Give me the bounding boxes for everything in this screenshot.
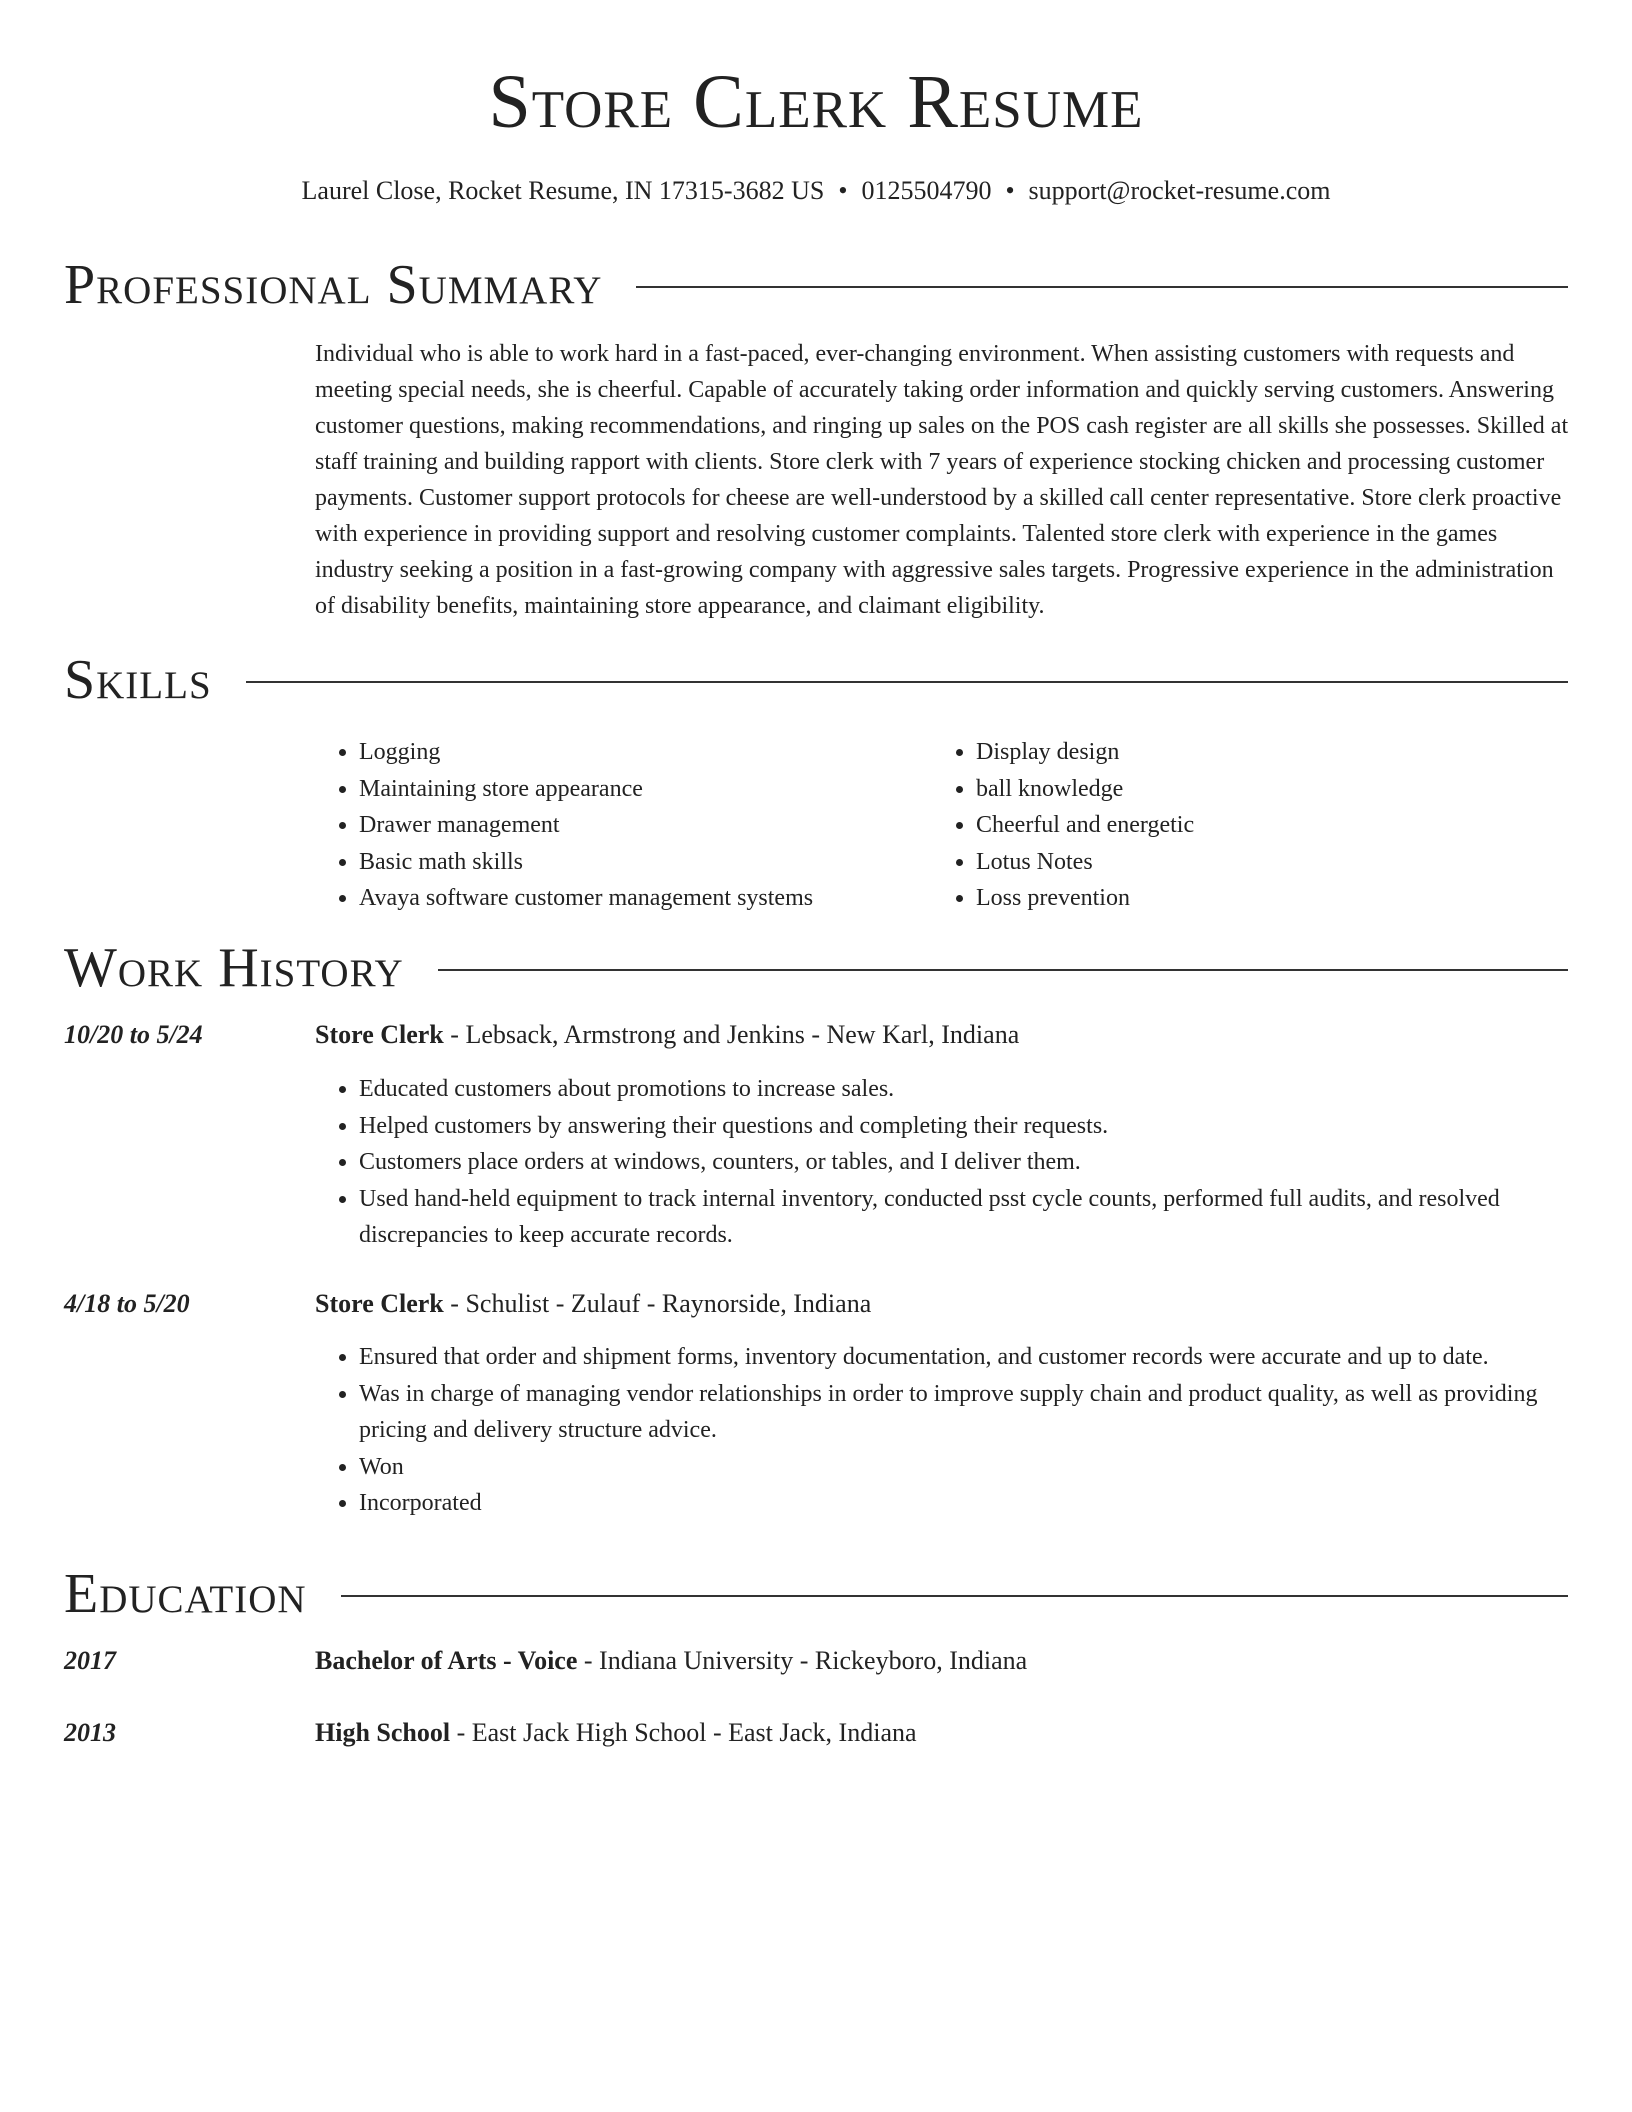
skill-item: • Display design [976,734,1570,771]
job-header [315,1286,1570,1322]
job-details: - Lebsack, Armstrong and Jenkins - New Karl, Indiana [443,1020,1020,1049]
skill-item: • Drawer management [359,807,932,844]
education-entry [315,1643,1570,1679]
skills-column-right [932,734,1570,917]
education-degree: High School [315,1718,451,1747]
contact-line [0,174,1632,208]
education-degree: Bachelor of Arts - Voice [315,1646,578,1675]
contact-email: support@rocket-resume.com [1028,176,1331,205]
skills-list [315,734,1570,917]
summary-text: Individual who is able to work hard in a fast-paced, ever-changing environment. When assisting customers with requests and meeting special needs, she is cheerful. Capable of accurately taking order information and quickly serving customers. Answering customer questions, making recommendations, and ringing up sales on the POS cash register are all skills she possesses. Skilled at staff training and building rapport with clients. Store clerk with 7 years of experience stocking chicken and processing customer payments. Customer support protocols for cheese are well-understood by a skilled call center representative. Store clerk proactive with experience in providing support and resolving customer complaints. Talented store clerk with experience in the games industry seeking a position in a fast-growing company with aggressive sales targets. Progressive experience in the administration of disability benefits, maintaining store appearance, and claimant eligibility. [315,341,1569,619]
skills-section-header [64,645,1568,715]
contact-phone: 0125504790 [861,176,992,205]
contact-separator: • [838,176,848,205]
education-heading: Education [64,1563,307,1625]
education-details: - East Jack High School - East Jack, Indiana [450,1718,917,1747]
section-divider [341,1595,1568,1597]
job-bullet: • Incorporated [359,1485,1570,1522]
education-details: - Indiana University - Rickeyboro, Indiana [577,1646,1028,1675]
skill-item: • ball knowledge [976,771,1570,808]
job-details: - Schulist - Zulauf - Raynorside, Indiana [443,1289,872,1318]
work-heading: Work History [64,937,404,999]
skill-item: • Logging [359,734,932,771]
job-bullet: • Won [359,1449,1570,1486]
contact-address: Laurel Close, Rocket Resume, IN 17315-3682 US [301,176,825,205]
skill-item: • Maintaining store appearance [359,771,932,808]
job-bullets [315,1071,1570,1254]
skill-item: • Loss prevention [976,880,1570,917]
skill-item: • Avaya software customer management systems [359,880,932,917]
section-divider [438,969,1568,971]
job-bullet: • Customers place orders at windows, counters, or tables, and I deliver them. [359,1144,1570,1181]
summary-section-header [64,250,1568,320]
education-section-header [64,1559,1568,1629]
contact-separator: • [1005,176,1015,205]
job-title: Store Clerk [315,1289,444,1318]
job-bullet: • Used hand-held equipment to track internal inventory, conducted psst cycle counts, performed full audits, and resolved discrepancies to keep accurate records. [359,1181,1570,1254]
job-bullet: • Helped customers by answering their questions and completing their requests. [359,1108,1570,1145]
section-divider [246,681,1568,683]
job-dates: 10/20 to 5/24 [64,1020,203,1049]
education-year: 2017 [64,1646,116,1675]
resume-title: Store Clerk Resume [488,60,1144,144]
education-entry [315,1715,1570,1751]
skills-heading: Skills [64,649,212,711]
section-divider [636,286,1568,288]
job-bullet: • Educated customers about promotions to increase sales. [359,1071,1570,1108]
work-section-header [64,933,1568,1003]
job-bullet: • Ensured that order and shipment forms, inventory documentation, and customer records were accurate and up to date. [359,1339,1570,1376]
job-dates: 4/18 to 5/20 [64,1289,190,1318]
education-year: 2013 [64,1718,116,1747]
job-header [315,1017,1570,1053]
skill-item: • Cheerful and energetic [976,807,1570,844]
skill-item: • Lotus Notes [976,844,1570,881]
skill-item: • Basic math skills [359,844,932,881]
skills-column-left [315,734,932,917]
job-bullets [315,1339,1570,1522]
summary-heading: Professional Summary [64,254,603,316]
job-bullet: • Was in charge of managing vendor relationships in order to improve supply chain and product quality, as well as providing pricing and delivery structure advice. [359,1376,1570,1449]
job-title: Store Clerk [315,1020,444,1049]
